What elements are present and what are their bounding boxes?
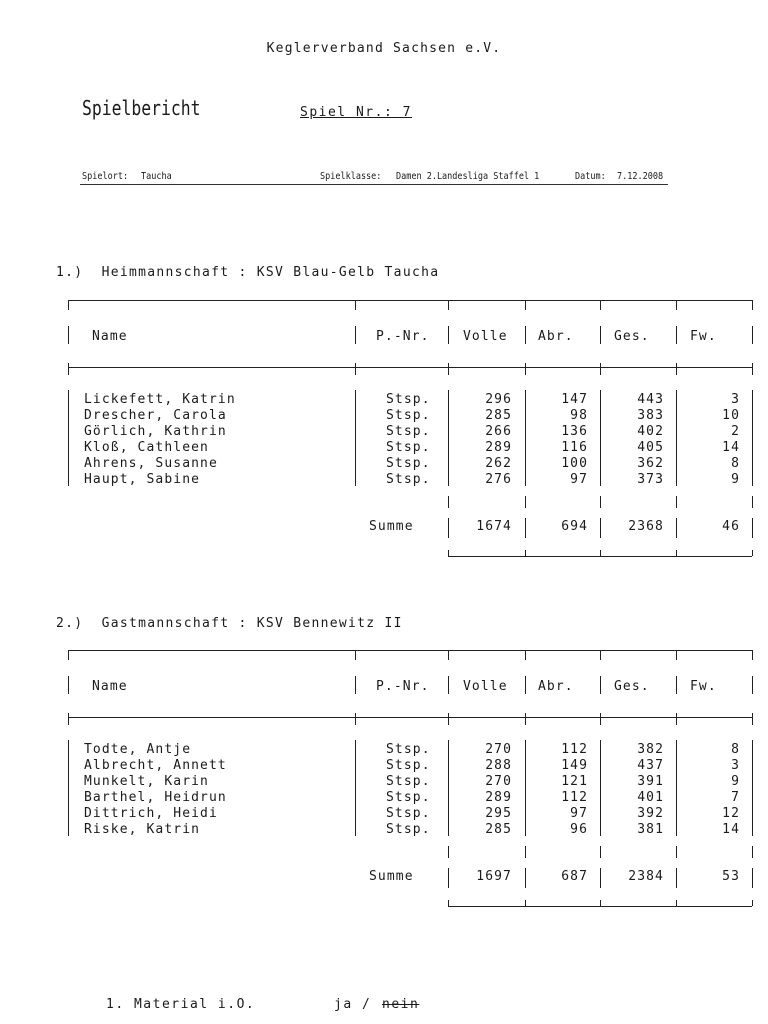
- player-volle: 266: [485, 424, 512, 439]
- sum-tick-bottom: [448, 900, 449, 906]
- player-name: Lickefett, Katrin: [84, 392, 236, 407]
- player-abr: 97: [570, 806, 588, 821]
- header-tick-top: [525, 650, 526, 660]
- header-bottom-rule: [68, 717, 752, 718]
- player-volle: 270: [485, 742, 512, 757]
- player-pnr: Stsp.: [386, 392, 431, 407]
- header-tick-bottom: [676, 363, 677, 375]
- row-separator: [752, 390, 753, 486]
- sum-separator: [676, 518, 677, 538]
- sum-volle: 1697: [476, 869, 512, 884]
- header-separator: [676, 326, 677, 344]
- header-tick-top: [68, 300, 69, 310]
- column-header-ges: Ges.: [614, 679, 650, 694]
- date-label: Datum:: [575, 171, 606, 182]
- header-separator: [600, 326, 601, 344]
- header-tick-bottom: [448, 363, 449, 375]
- row-separator: [676, 740, 677, 836]
- player-fw: 8: [731, 742, 740, 757]
- row-separator: [448, 390, 449, 486]
- player-abr: 112: [561, 790, 588, 805]
- player-ges: 373: [637, 472, 664, 487]
- player-volle: 262: [485, 456, 512, 471]
- player-name: Munkelt, Karin: [84, 774, 209, 789]
- player-fw: 7: [731, 790, 740, 805]
- sum-tick-top: [752, 846, 753, 858]
- header-separator: [68, 676, 69, 694]
- table-top-rule: [68, 650, 752, 651]
- player-fw: 9: [731, 472, 740, 487]
- sum-tick-bottom: [676, 900, 677, 906]
- player-ges: 362: [637, 456, 664, 471]
- player-volle: 285: [485, 822, 512, 837]
- sum-separator: [752, 868, 753, 888]
- header-separator: [676, 676, 677, 694]
- sum-tick-bottom: [752, 550, 753, 556]
- header-tick-bottom: [448, 713, 449, 725]
- sum-separator: [676, 868, 677, 888]
- player-name: Görlich, Kathrin: [84, 424, 227, 439]
- player-pnr: Stsp.: [386, 822, 431, 837]
- player-volle: 296: [485, 392, 512, 407]
- sum-volle: 1674: [476, 519, 512, 534]
- sum-tick-bottom: [525, 900, 526, 906]
- sum-tick-top: [600, 496, 601, 508]
- sum-separator: [525, 868, 526, 888]
- header-tick-top: [68, 650, 69, 660]
- sum-abr: 687: [561, 869, 588, 884]
- player-fw: 14: [722, 440, 740, 455]
- material-yes: ja /: [334, 997, 372, 1012]
- player-abr: 149: [561, 758, 588, 773]
- player-name: Barthel, Heidrun: [84, 790, 227, 805]
- player-fw: 10: [722, 408, 740, 423]
- sum-tick-bottom: [600, 550, 601, 556]
- player-pnr: Stsp.: [386, 774, 431, 789]
- header-separator: [68, 326, 69, 344]
- row-separator: [68, 390, 69, 486]
- header-separator: [752, 676, 753, 694]
- player-abr: 98: [570, 408, 588, 423]
- player-name: Dittrich, Heidi: [84, 806, 218, 821]
- player-name: Drescher, Carola: [84, 408, 227, 423]
- player-pnr: Stsp.: [386, 790, 431, 805]
- row-separator: [355, 390, 356, 486]
- guest-section-title: 2.) Gastmannschaft : KSV Bennewitz II: [56, 616, 403, 631]
- player-ges: 402: [637, 424, 664, 439]
- class-value: Damen 2.Landesliga Staffel 1: [396, 171, 540, 182]
- player-ges: 383: [637, 408, 664, 423]
- row-separator: [525, 740, 526, 836]
- sum-tick-top: [525, 496, 526, 508]
- player-volle: 270: [485, 774, 512, 789]
- sum-label: Summe: [369, 519, 414, 534]
- header-separator: [448, 326, 449, 344]
- table-top-rule: [68, 300, 752, 301]
- sum-separator: [600, 868, 601, 888]
- sum-tick-top: [525, 846, 526, 858]
- header-tick-bottom: [355, 713, 356, 725]
- organization-name: Keglerverband Sachsen e.V.: [266, 41, 502, 56]
- column-header-name: Name: [92, 679, 128, 694]
- player-volle: 289: [485, 440, 512, 455]
- player-abr: 112: [561, 742, 588, 757]
- home-team-table: [68, 300, 754, 562]
- player-pnr: Stsp.: [386, 424, 431, 439]
- player-pnr: Stsp.: [386, 408, 431, 423]
- guest-team-table: [68, 650, 754, 912]
- sum-tick-top: [676, 846, 677, 858]
- column-header-volle: Volle: [463, 679, 508, 694]
- sum-ges: 2384: [628, 869, 664, 884]
- sum-abr: 694: [561, 519, 588, 534]
- player-abr: 97: [570, 472, 588, 487]
- venue-label: Spielort:: [82, 171, 129, 182]
- player-abr: 147: [561, 392, 588, 407]
- player-ges: 381: [637, 822, 664, 837]
- player-name: Riske, Katrin: [84, 822, 201, 837]
- column-header-fw: Fw.: [690, 329, 717, 344]
- header-tick-bottom: [525, 363, 526, 375]
- sum-tick-top: [448, 496, 449, 508]
- class-label: Spielklasse:: [320, 171, 382, 182]
- player-name: Haupt, Sabine: [84, 472, 201, 487]
- player-volle: 285: [485, 408, 512, 423]
- player-name: Ahrens, Susanne: [84, 456, 218, 471]
- header-tick-top: [525, 300, 526, 310]
- header-tick-top: [752, 300, 753, 310]
- player-abr: 136: [561, 424, 588, 439]
- header-tick-top: [676, 300, 677, 310]
- header-tick-bottom: [355, 363, 356, 375]
- column-header-fw: Fw.: [690, 679, 717, 694]
- header-separator: [600, 676, 601, 694]
- player-abr: 121: [561, 774, 588, 789]
- player-fw: 3: [731, 392, 740, 407]
- material-no-struck: nein: [382, 997, 420, 1012]
- player-pnr: Stsp.: [386, 440, 431, 455]
- header-tick-top: [355, 650, 356, 660]
- player-fw: 2: [731, 424, 740, 439]
- sum-separator: [448, 518, 449, 538]
- header-tick-bottom: [68, 713, 69, 725]
- player-abr: 100: [561, 456, 588, 471]
- player-name: Todte, Antje: [84, 742, 192, 757]
- player-pnr: Stsp.: [386, 456, 431, 471]
- row-separator: [600, 390, 601, 486]
- row-separator: [355, 740, 356, 836]
- header-tick-top: [600, 300, 601, 310]
- venue-value: Taucha: [141, 171, 172, 182]
- sum-ges: 2368: [628, 519, 664, 534]
- sum-tick-top: [600, 846, 601, 858]
- player-ges: 382: [637, 742, 664, 757]
- row-separator: [676, 390, 677, 486]
- player-fw: 14: [722, 822, 740, 837]
- sum-tick-bottom: [525, 550, 526, 556]
- column-header-abr: Abr.: [538, 679, 574, 694]
- header-bottom-rule: [68, 367, 752, 368]
- header-tick-bottom: [676, 713, 677, 725]
- header-separator: [525, 676, 526, 694]
- header-tick-top: [448, 300, 449, 310]
- row-separator: [525, 390, 526, 486]
- player-ges: 443: [637, 392, 664, 407]
- header-tick-top: [752, 650, 753, 660]
- header-separator: [355, 676, 356, 694]
- header-tick-top: [600, 650, 601, 660]
- row-separator: [68, 740, 69, 836]
- player-volle: 276: [485, 472, 512, 487]
- player-pnr: Stsp.: [386, 472, 431, 487]
- player-abr: 116: [561, 440, 588, 455]
- sum-tick-bottom: [676, 550, 677, 556]
- player-ges: 405: [637, 440, 664, 455]
- sum-tick-bottom: [448, 550, 449, 556]
- row-separator: [600, 740, 601, 836]
- sum-label: Summe: [369, 869, 414, 884]
- sum-separator: [448, 868, 449, 888]
- sum-tick-bottom: [752, 900, 753, 906]
- sum-separator: [752, 518, 753, 538]
- player-ges: 392: [637, 806, 664, 821]
- header-tick-top: [676, 650, 677, 660]
- header-separator: [355, 326, 356, 344]
- player-ges: 401: [637, 790, 664, 805]
- player-volle: 289: [485, 790, 512, 805]
- date-value: 7.12.2008: [617, 171, 664, 182]
- column-header-ges: Ges.: [614, 329, 650, 344]
- header-separator: [525, 326, 526, 344]
- header-tick-top: [355, 300, 356, 310]
- column-header-name: Name: [92, 329, 128, 344]
- header-tick-bottom: [525, 713, 526, 725]
- header-separator: [448, 676, 449, 694]
- sum-separator: [525, 518, 526, 538]
- player-name: Albrecht, Annett: [84, 758, 227, 773]
- header-separator: [752, 326, 753, 344]
- row-separator: [448, 740, 449, 836]
- sum-tick-top: [676, 496, 677, 508]
- header-tick-bottom: [752, 363, 753, 375]
- sum-separator: [600, 518, 601, 538]
- sum-fw: 53: [722, 869, 740, 884]
- game-number: Spiel Nr.: 7: [300, 105, 412, 120]
- header-underline: [80, 184, 668, 185]
- player-fw: 3: [731, 758, 740, 773]
- player-volle: 288: [485, 758, 512, 773]
- column-header-volle: Volle: [463, 329, 508, 344]
- header-tick-bottom: [68, 363, 69, 375]
- header-tick-bottom: [600, 713, 601, 725]
- sum-tick-bottom: [600, 900, 601, 906]
- column-header-abr: Abr.: [538, 329, 574, 344]
- home-section-title: 1.) Heimmannschaft : KSV Blau-Gelb Taucha: [56, 265, 440, 280]
- header-tick-top: [448, 650, 449, 660]
- player-pnr: Stsp.: [386, 806, 431, 821]
- player-fw: 12: [722, 806, 740, 821]
- sum-bottom-rule: [448, 556, 752, 557]
- column-header-pnr: P.-Nr.: [376, 329, 430, 344]
- document-title: Spielbericht: [82, 96, 201, 120]
- player-abr: 96: [570, 822, 588, 837]
- material-label: 1. Material i.O.: [106, 997, 256, 1012]
- player-pnr: Stsp.: [386, 742, 431, 757]
- header-tick-bottom: [600, 363, 601, 375]
- sum-tick-top: [448, 846, 449, 858]
- player-name: Kloß, Cathleen: [84, 440, 209, 455]
- player-fw: 9: [731, 774, 740, 789]
- player-pnr: Stsp.: [386, 758, 431, 773]
- player-volle: 295: [485, 806, 512, 821]
- player-ges: 391: [637, 774, 664, 789]
- sum-bottom-rule: [448, 906, 752, 907]
- column-header-pnr: P.-Nr.: [376, 679, 430, 694]
- player-fw: 8: [731, 456, 740, 471]
- sum-fw: 46: [722, 519, 740, 534]
- sum-tick-top: [752, 496, 753, 508]
- player-ges: 437: [637, 758, 664, 773]
- header-tick-bottom: [752, 713, 753, 725]
- row-separator: [752, 740, 753, 836]
